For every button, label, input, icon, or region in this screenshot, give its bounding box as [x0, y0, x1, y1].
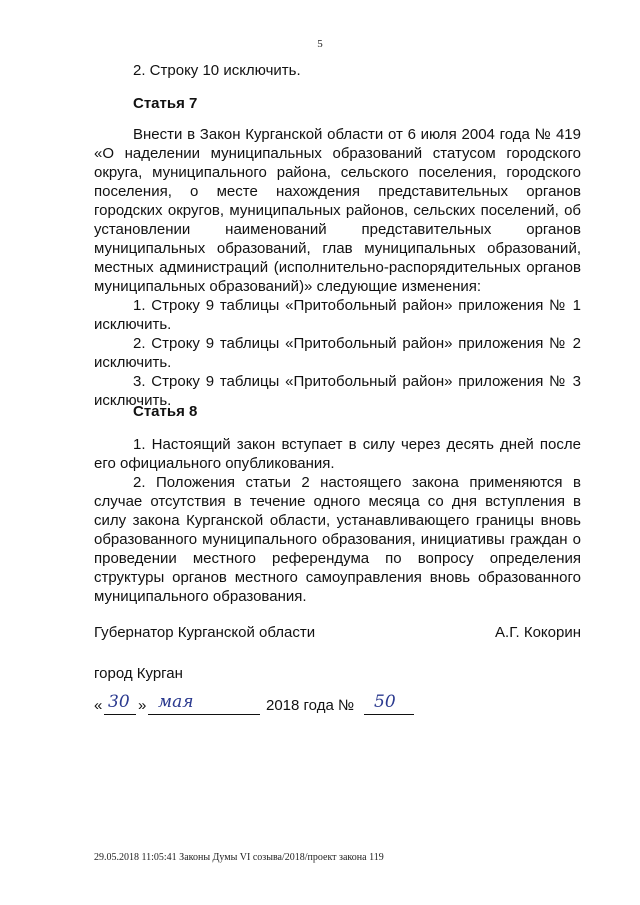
- article-8-item-1: 1. Настоящий закон вступает в силу через десять дней после его официального опубликования.: [94, 436, 581, 472]
- article-8-item-2: 2. Положения статьи 2 настоящего закона применяются в случае отсутствия в течение одного месяца со дня вступления в силу закона Курганской области, устанавливающего границы вновь образованного муниципального образования, инициативы граждан о проведении местного референдума по вопросу определения структуры органов местного самоуправления вновь образованного муниципального образования.: [94, 474, 581, 605]
- month-underline: [148, 714, 260, 715]
- number-underline: [364, 714, 414, 715]
- day-underline: [104, 714, 136, 715]
- article-7-paragraph: Внести в Закон Курганской области от 6 июля 2004 года № 419 «О наделении муниципальных образований статусом городского округа, муниципального района, сельского поселения, городского поселения, о месте нахождения представительных органов городских округов, муниципальных районов, сельских поселений, об установлении наименований представительных органов муниципальных образований, глав муниципальных образований, местных администраций (исполнительно-распорядительных органов муниципальных образований)» следующие изменения:: [94, 126, 581, 295]
- footer-meta: 29.05.2018 11:05:41 Законы Думы VI созыва/2018/проект закона 119: [94, 852, 384, 863]
- article-8-heading: Статья 8: [133, 403, 198, 420]
- date-close-quote: »: [138, 697, 147, 714]
- article-8-body: [94, 435, 581, 606]
- handwritten-number: 50: [374, 692, 396, 712]
- city-line: город Курган: [94, 665, 183, 682]
- article-7-item-1: 1. Строку 9 таблицы «Притобольный район» приложения № 1 исключить.: [94, 297, 581, 333]
- page-number: 5: [317, 38, 323, 50]
- article-7-heading: Статья 7: [133, 95, 198, 112]
- intro-item: [94, 61, 581, 80]
- signature-title: Губернатор Курганской области: [94, 624, 316, 641]
- date-line: [94, 692, 434, 721]
- handwritten-day: 30: [108, 692, 130, 712]
- article-7-item-2: 2. Строку 9 таблицы «Притобольный район» приложения № 2 исключить.: [94, 335, 581, 371]
- handwritten-month: мая: [158, 692, 194, 712]
- date-open-quote: «: [94, 697, 103, 714]
- article-7-item-3: 3. Строку 9 таблицы «Притобольный район» приложения № 3 исключить.: [94, 373, 581, 409]
- date-year-text: 2018 года №: [266, 697, 355, 714]
- signature-row: [94, 624, 581, 641]
- article-7-body: [94, 125, 581, 410]
- intro-item-text: 2. Строку 10 исключить.: [133, 62, 301, 79]
- signature-name: А.Г. Кокорин: [495, 624, 581, 641]
